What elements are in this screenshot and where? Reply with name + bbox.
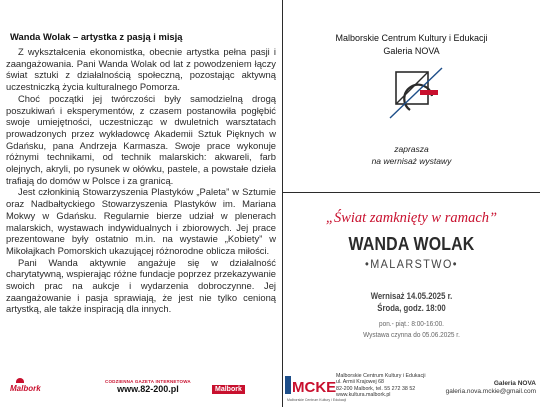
gallery-email-link[interactable]: galeria.nova.mckie@gmail.com	[445, 388, 536, 395]
gallery-contact	[446, 380, 536, 396]
website-link[interactable]: www.kultura.malbork.pl	[336, 392, 391, 399]
artist-name: WANDA WOLAK	[348, 233, 475, 254]
bio-paragraph-2: Choć początki jej twórczości były samodzielną drogą poszukiwań i eksperymentów, z czasem postanowiła pogłębić swoje umiejętności, uczestnicząc w dwuletnich warsztatach prowadzonych przez wykładowcę Akademii Sztuk Pięknych w Gdańsku, pana Andrzeja Karmasza. Swoje prace wykonuje różnymi technikami, od technik malarskich: akwareli, farb olejnych, akryli, po rysunek w ołówku, pastele, a powstałe dzieła trafiają do domów w Polsce i za granicą.	[6, 92, 276, 186]
sponsor-logos	[0, 372, 282, 407]
bio-paragraph-1: Z wykształcenia ekonomistka, obecnie artystka pełna pasji i zaangażowania. Pani Wanda Wolak od lat z powodzeniem łączy świat sztuki z działalnością społeczną, pozostając aktywną uczestniczką życia kulturalnego Pomorza.	[6, 46, 276, 93]
bio-paragraph-4: Pani Wanda aktywnie angażuje się w działalność charytatywną, wspierając różne fundacje poprzez przekazywanie swoich prac na aukcje i wydarzenia dobroczynne. Jej zaangażowanie i pasja sprawiają, że jest nie tylko cenioną artystką, ale także inspiracją dla innych.	[6, 256, 276, 315]
gazeta-logo: CODZIENNA GAZETA INTERNETOWA www.82-200.pl	[105, 379, 191, 394]
bio-paragraph-3: Jest członkinią Stowarzyszenia Plastyków „Paleta” w Sztumie oraz Nadbałtyckiego Stowarzyszenia Plastyków im. Mariana Mokwy w Gdańsku. Regularnie bierze udział w plenerach malarskich, wystawach indywidualnych i zbiorowych. Jej prace prezentowane były ostatnio m.in. na wystawie „Kobiety” w Mikołajkach Pomorskich ukazującej różnorodne oblicza miłości.	[6, 186, 276, 256]
organizer-address	[336, 373, 426, 399]
radio-malbork-logo: Malbork	[212, 378, 245, 396]
exhibition-medium: •MALARSTWO•	[364, 257, 459, 271]
gallery-contact-name: Galeria NOVA	[493, 380, 536, 387]
address-line: 82-200 Malbork, tel. 55 272 38 52	[336, 385, 416, 392]
vernissage-time: Środa, godz. 18:00	[377, 303, 446, 313]
exhibition-end-date: Wystawa czynna do 05.06.2025 r.	[363, 330, 460, 339]
mcke-logo-text: MCKE	[292, 379, 337, 396]
contact-footer	[283, 372, 540, 407]
bio-title: Wanda Wolak – artystka z pasją i misją	[10, 31, 183, 42]
malbork-logo: Malbork	[10, 378, 41, 393]
organizer-name: Malborskie Centrum Kultury i Edukacji	[335, 33, 488, 43]
mcke-subtitle: Malborskie Centrum Kultury i Edukacji	[287, 398, 347, 402]
address-line: ul. Armii Krajowej 68	[336, 379, 384, 386]
address-line: Malborskie Centrum Kultury i Edukacji	[336, 373, 426, 379]
vernissage-date: Wernisaż 14.05.2025 r.	[370, 291, 453, 301]
opening-hours: pon.- piąt.: 8:00-16:00.	[379, 319, 444, 328]
exhibition-title: „Świat zamknięty w ramach”	[325, 210, 498, 226]
bio-text	[0, 46, 276, 315]
crown-icon	[16, 378, 24, 383]
organizer-panel	[283, 0, 540, 192]
galeria-nova-emblem-icon	[386, 66, 444, 122]
gallery-name: Galeria NOVA	[383, 46, 440, 56]
invite-subtext: na wernisaż wystawy	[371, 156, 452, 166]
mcke-logo-icon	[285, 375, 337, 397]
invite-text: zaprasza	[394, 144, 429, 154]
exhibition-panel	[283, 193, 540, 372]
